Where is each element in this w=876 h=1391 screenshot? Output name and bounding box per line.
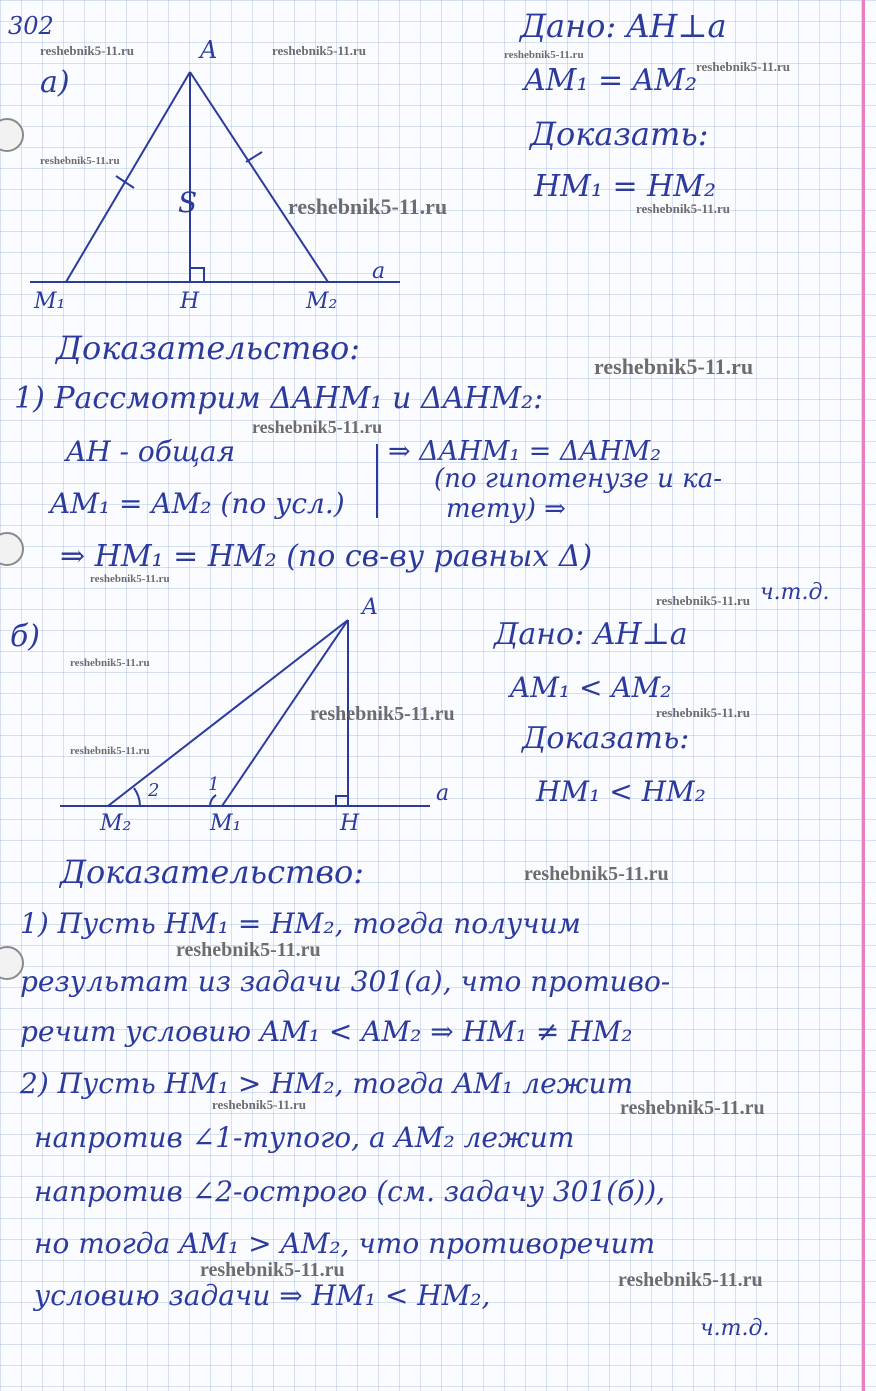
watermark: reshebnik5-11.ru bbox=[90, 573, 170, 585]
problem-number: 302 bbox=[8, 12, 54, 40]
proof-line: речит условию AM₁ < AM₂ ⇒ HM₁ ≠ HM₂ bbox=[20, 1015, 633, 1048]
proof-line: напротив ∠1-тупого, а AM₂ лежит bbox=[34, 1121, 575, 1154]
proof-line: условию задачи ⇒ HM₁ < HM₂, bbox=[34, 1279, 491, 1312]
given-line: AM₁ = AM₂ bbox=[524, 63, 698, 98]
area-s-label: S bbox=[178, 186, 198, 219]
proof-line: AH - общая bbox=[66, 435, 236, 468]
line-a-label: a bbox=[372, 259, 386, 284]
prove-title: Доказать: bbox=[522, 721, 690, 756]
watermark: reshebnik5-11.ru bbox=[504, 49, 584, 61]
proof-line: 1) Пусть HM₁ = HM₂, тогда получим bbox=[20, 907, 581, 940]
point-a-label: A bbox=[362, 595, 378, 620]
figure-a-labels bbox=[33, 36, 385, 314]
given-title: Дано: AH⊥a bbox=[520, 7, 727, 45]
watermark: reshebnik5-11.ru bbox=[176, 939, 321, 961]
watermark: reshebnik5-11.ru bbox=[40, 43, 135, 58]
watermark: reshebnik5-11.ru bbox=[212, 1097, 307, 1112]
watermark: reshebnik5-11.ru bbox=[594, 354, 754, 379]
watermark: reshebnik5-11.ru bbox=[524, 863, 669, 885]
part-b-label: б) bbox=[10, 619, 41, 654]
proof-line: результат из задачи 301(а), что противо- bbox=[20, 965, 671, 998]
given-title: Дано: AH⊥a bbox=[494, 617, 688, 652]
angle-2-arc bbox=[134, 788, 140, 806]
prove-title: Доказать: bbox=[530, 115, 709, 153]
right-angle-mark bbox=[336, 796, 348, 806]
watermark: reshebnik5-11.ru bbox=[70, 745, 150, 757]
line-a-label: a bbox=[436, 781, 450, 806]
tick-mark bbox=[246, 152, 262, 162]
point-m2-label: M₂ bbox=[100, 811, 132, 836]
proof-line: тету) ⇒ bbox=[446, 494, 566, 524]
watermark: reshebnik5-11.ru bbox=[656, 593, 751, 608]
watermark: reshebnik5-11.ru bbox=[656, 705, 751, 720]
watermark: reshebnik5-11.ru bbox=[288, 194, 448, 219]
segment-AM2 bbox=[190, 72, 328, 282]
watermark: reshebnik5-11.ru bbox=[252, 417, 383, 437]
brace-line bbox=[376, 444, 378, 518]
watermark: reshebnik5-11.ru bbox=[618, 1269, 763, 1291]
prove-line: HM₁ = HM₂ bbox=[534, 169, 717, 204]
right-angle-mark bbox=[190, 268, 204, 282]
prove-line: HM₁ < HM₂ bbox=[536, 775, 706, 808]
proof-line: ⇒ ΔAHM₁ = ΔAHM₂ bbox=[388, 436, 662, 467]
qed: ч.т.д. bbox=[760, 580, 830, 605]
point-m1-label: M₁ bbox=[210, 811, 242, 836]
watermark: reshebnik5-11.ru bbox=[636, 201, 731, 216]
point-h-label: H bbox=[180, 289, 200, 314]
proof-line: (по гипотенузе и ка- bbox=[434, 464, 722, 494]
point-a-label: A bbox=[200, 36, 218, 64]
watermark: reshebnik5-11.ru bbox=[310, 703, 455, 725]
proof-line: AM₁ = AM₂ (по усл.) bbox=[50, 487, 345, 520]
angle-1-label: 1 bbox=[208, 774, 220, 795]
watermark: reshebnik5-11.ru bbox=[70, 657, 150, 669]
proof-line: но тогда AM₁ > AM₂, что противоречит bbox=[34, 1227, 656, 1260]
proof-line: ⇒ HM₁ = HM₂ (по св-ву равных Δ) bbox=[60, 539, 593, 574]
proof-title: Доказательство: bbox=[56, 329, 361, 367]
angle-1-arc bbox=[210, 795, 216, 806]
proof-title: Доказательство: bbox=[60, 853, 365, 891]
proof-line: 1) Рассмотрим ΔAHM₁ и ΔAHM₂: bbox=[14, 381, 544, 416]
watermark: reshebnik5-11.ru bbox=[200, 1259, 345, 1281]
angle-2-label: 2 bbox=[148, 780, 160, 801]
point-m2-label: M₂ bbox=[306, 289, 338, 314]
part-a-label: а) bbox=[40, 65, 70, 100]
point-h-label: H bbox=[340, 811, 360, 836]
watermark: reshebnik5-11.ru bbox=[40, 155, 120, 167]
qed: ч.т.д. bbox=[700, 1316, 770, 1341]
given-line: AM₁ < AM₂ bbox=[510, 671, 672, 704]
watermark: reshebnik5-11.ru bbox=[620, 1097, 765, 1119]
proof-line: 2) Пусть HM₁ > HM₂, тогда AM₁ лежит bbox=[20, 1067, 634, 1100]
watermark: reshebnik5-11.ru bbox=[272, 43, 367, 58]
tick-mark bbox=[116, 176, 134, 188]
point-m1-label: M₁ bbox=[34, 289, 66, 314]
proof-line: напротив ∠2-острого (см. задачу 301(б)), bbox=[34, 1175, 666, 1208]
watermark: reshebnik5-11.ru bbox=[696, 59, 791, 74]
segment-AM1 bbox=[66, 72, 190, 282]
